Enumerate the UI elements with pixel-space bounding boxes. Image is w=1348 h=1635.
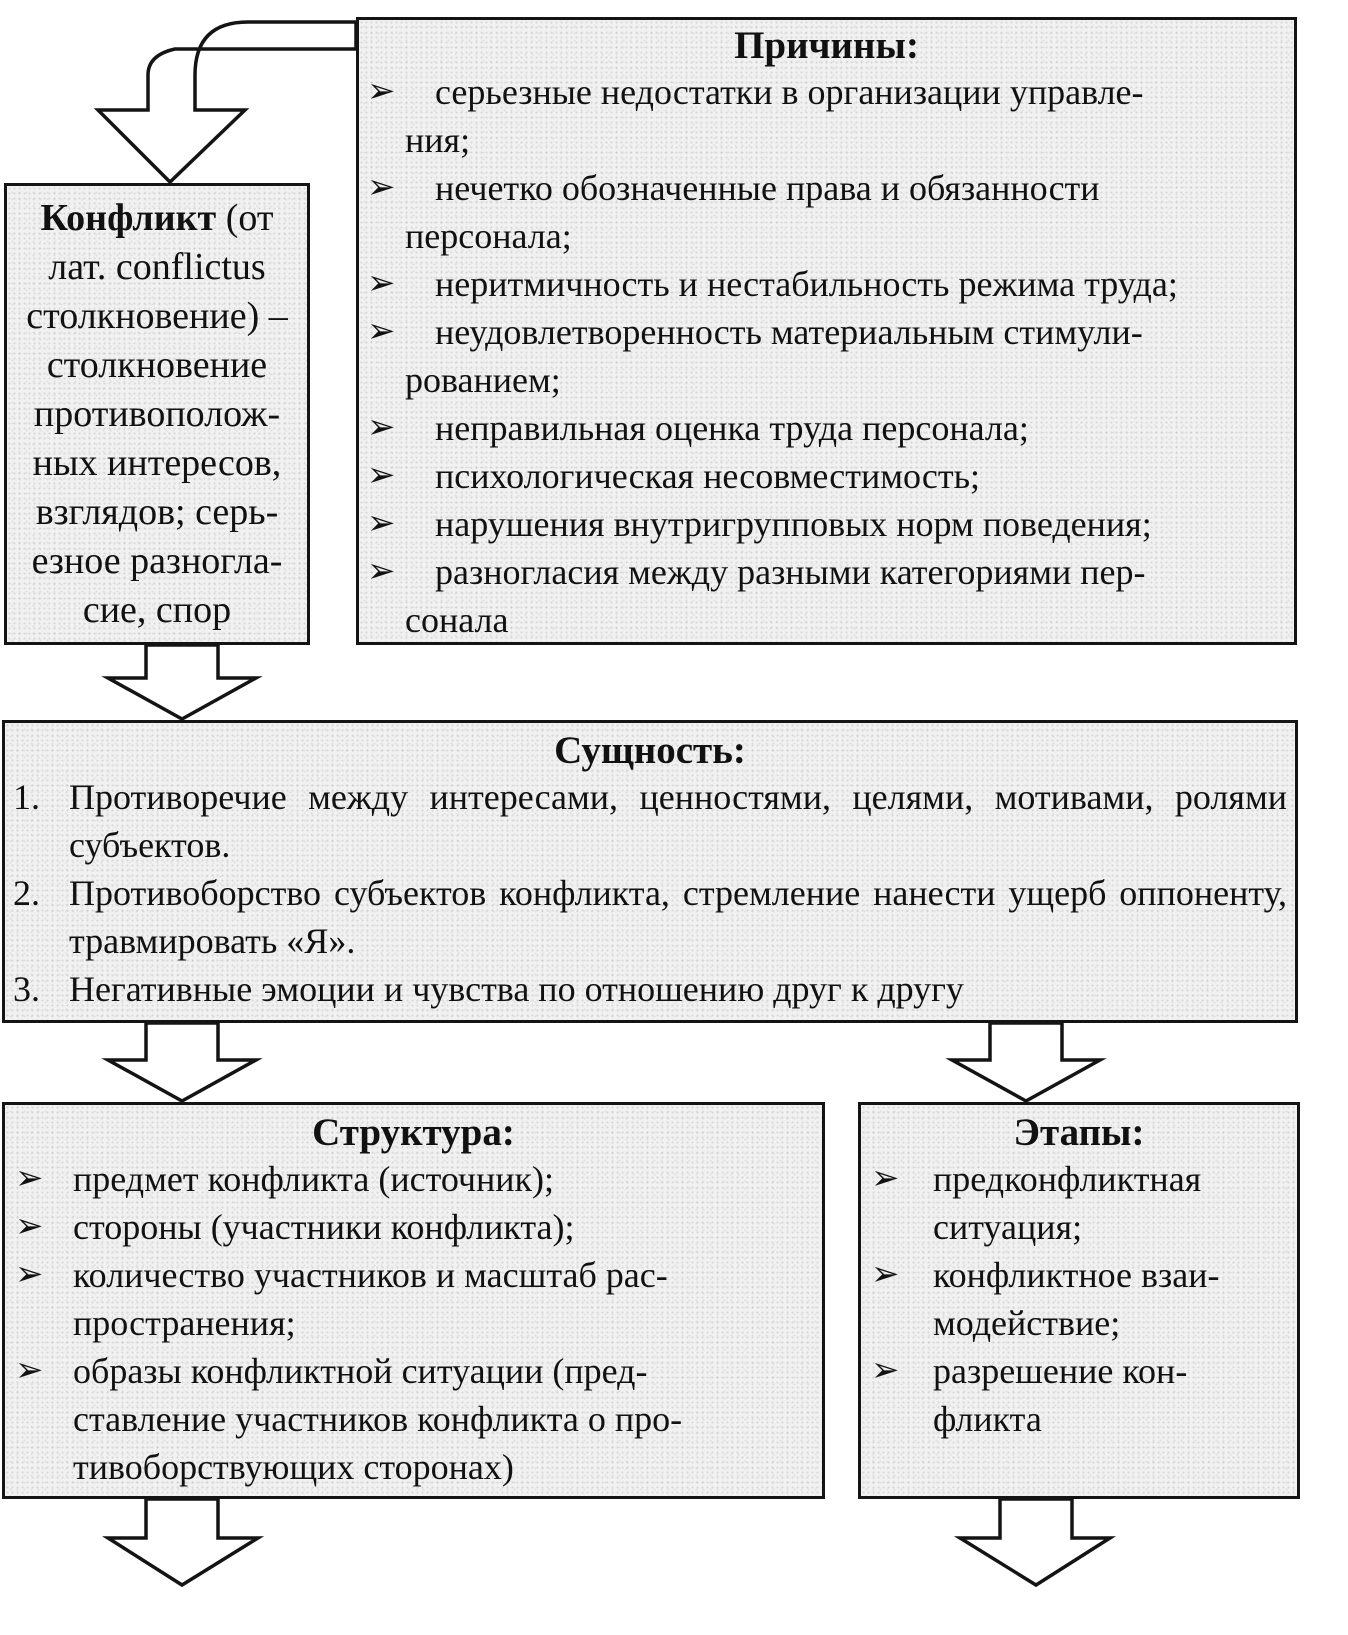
konflikt-definition-line: столкновение xyxy=(46,344,268,386)
list-item-line: тивоборствующих сторонах) xyxy=(73,1447,514,1487)
konflikt-definition-line: (от xyxy=(216,197,274,239)
etapy-title: Этапы: xyxy=(1013,1111,1145,1154)
konflikt-term: Конфликт xyxy=(40,197,217,239)
arrow-bullet-icon: ➢ xyxy=(367,169,396,206)
list-item xyxy=(13,773,1287,869)
list-item-line: фликта xyxy=(933,1399,1042,1439)
list-item-line: неритмичность и нестабильность режима труда; xyxy=(435,264,1178,304)
list-item xyxy=(367,404,1286,452)
list-item-line: нарушения внутригрупповых норм поведения; xyxy=(435,504,1152,544)
list-item-number: 3. xyxy=(13,969,40,1009)
arrow-bullet-icon: ➢ xyxy=(15,1160,44,1197)
list-item-line: ния; xyxy=(405,120,471,160)
list-item-line: ставление участников конфликта о про- xyxy=(73,1399,683,1439)
etapy-box xyxy=(858,1102,1300,1499)
list-item-line: нечетко обозначенные права и обязанности xyxy=(435,168,1100,208)
arrow-bullet-icon: ➢ xyxy=(367,409,396,446)
struktura-list xyxy=(15,1155,812,1491)
list-item-line: количество участников и масштаб рас- xyxy=(73,1255,668,1295)
struktura-box xyxy=(2,1102,825,1499)
konflikt-definition-box xyxy=(4,183,310,645)
list-item-number: 1. xyxy=(13,777,40,817)
list-item-line: разрешение кон- xyxy=(933,1351,1188,1391)
list-item xyxy=(367,260,1286,308)
arrow-bullet-icon: ➢ xyxy=(367,457,396,494)
list-item xyxy=(367,548,1286,644)
list-item-line: предконфликтная xyxy=(933,1159,1202,1199)
arrow-bullet-icon: ➢ xyxy=(367,505,396,542)
list-item xyxy=(15,1251,812,1347)
list-item-line: психологическая несовместимость; xyxy=(435,456,981,496)
konflikt-definition-line: противополож- xyxy=(33,393,281,435)
list-item xyxy=(15,1347,812,1491)
arrow-bullet-icon: ➢ xyxy=(367,73,396,110)
list-item xyxy=(367,68,1286,164)
list-item xyxy=(871,1155,1287,1251)
konflikt-definition-line: ных интересов, xyxy=(32,442,282,484)
list-item-line: образы конфликтной ситуации (пред- xyxy=(73,1351,648,1391)
etapy-list xyxy=(871,1155,1287,1443)
konflikt-definition-line: лат. conflictus xyxy=(48,246,266,288)
list-item xyxy=(13,965,1287,1013)
list-item-line: неправильная оценка труда персонала; xyxy=(435,408,1029,448)
konflikt-definition-line: столкновение) – xyxy=(26,295,288,337)
konflikt-definition-line: сие, спор xyxy=(82,589,232,631)
list-item xyxy=(15,1155,812,1203)
prichiny-list xyxy=(367,68,1286,644)
list-item-number: 2. xyxy=(13,873,40,913)
list-item xyxy=(871,1347,1287,1443)
list-item xyxy=(871,1251,1287,1347)
list-item-line: рованием; xyxy=(405,360,561,400)
sushnost-box xyxy=(2,720,1298,1023)
list-item-text: Противоречие между интересами, ценностями, целями, мотивами, ролями субъектов. xyxy=(69,777,1287,865)
list-item-text: Противоборство субъектов конфликта, стремление нанести ущерб оппоненту, травмировать «Я». xyxy=(69,873,1287,961)
arrow-bullet-icon: ➢ xyxy=(871,1160,900,1197)
list-item-line: разногласия между разными категориями пер- xyxy=(435,552,1146,592)
konflikt-definition-line: езное разногла- xyxy=(31,540,283,582)
list-item-line: ситуация; xyxy=(933,1207,1083,1247)
list-item xyxy=(367,452,1286,500)
sushnost-title: Сущность: xyxy=(554,729,746,772)
arrow-bullet-icon: ➢ xyxy=(15,1352,44,1389)
arrow-bullet-icon: ➢ xyxy=(15,1256,44,1293)
prichiny-box xyxy=(356,17,1297,645)
list-item-text: Негативные эмоции и чувства по отношению друг к другу xyxy=(69,969,964,1009)
arrow-bullet-icon: ➢ xyxy=(15,1208,44,1245)
list-item xyxy=(15,1203,812,1251)
list-item-line: серьезные недостатки в организации управле- xyxy=(435,72,1144,112)
list-item-line: пространения; xyxy=(73,1303,296,1343)
list-item-line: модействие; xyxy=(933,1303,1121,1343)
list-item-line: персонала; xyxy=(405,216,572,256)
arrow-bullet-icon: ➢ xyxy=(367,553,396,590)
arrow-bullet-icon: ➢ xyxy=(871,1352,900,1389)
list-item-line: предмет конфликта (источник); xyxy=(73,1159,555,1199)
list-item-line: сонала xyxy=(405,600,509,640)
arrow-bullet-icon: ➢ xyxy=(367,265,396,302)
prichiny-title: Причины: xyxy=(734,24,919,67)
konflikt-definition-line: взглядов; серь- xyxy=(35,491,279,533)
list-item-line: стороны (участники конфликта); xyxy=(73,1207,575,1247)
list-item-line: неудовлетворенность материальным стимули- xyxy=(435,312,1143,352)
struktura-title: Структура: xyxy=(312,1111,515,1154)
list-item xyxy=(13,869,1287,965)
list-item-line: конфликтное взаи- xyxy=(933,1255,1220,1295)
arrow-bullet-icon: ➢ xyxy=(367,313,396,350)
sushnost-list xyxy=(13,773,1287,1013)
arrow-bullet-icon: ➢ xyxy=(871,1256,900,1293)
list-item xyxy=(367,308,1286,404)
list-item xyxy=(367,500,1286,548)
list-item xyxy=(367,164,1286,260)
